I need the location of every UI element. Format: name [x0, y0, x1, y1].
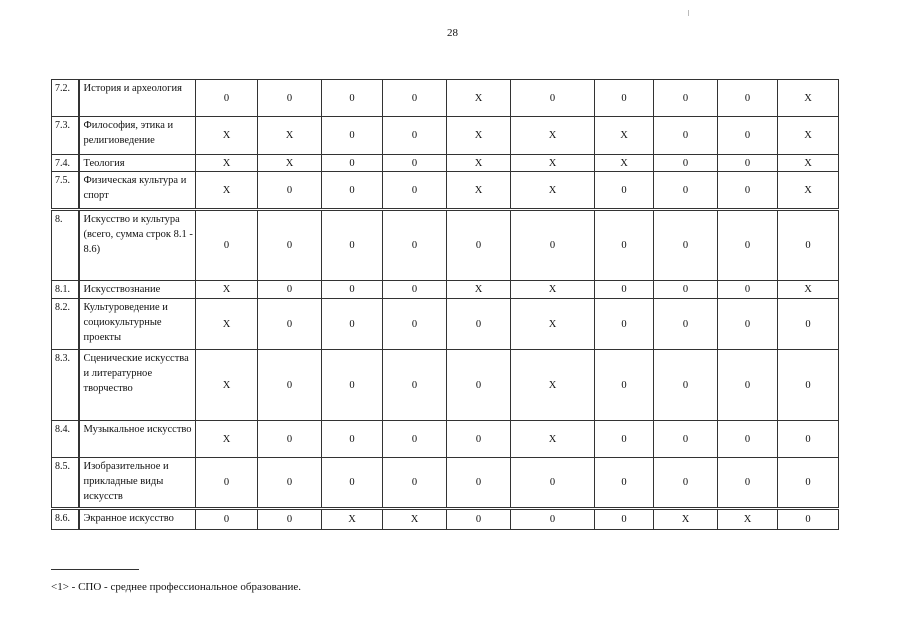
table-cell: X [258, 155, 322, 172]
table-cell: 0 [718, 80, 778, 117]
footnote: <1> - СПО - среднее профессиональное образование. [51, 581, 302, 593]
table-cell: 0 [383, 350, 447, 421]
table-cell: X [511, 172, 595, 210]
table-cell: 0 [322, 80, 383, 117]
row-name: Физическая культура и спорт [79, 172, 196, 210]
row-number: 7.5. [52, 172, 79, 210]
table-cell: X [718, 509, 778, 530]
table-cell: 0 [447, 421, 511, 458]
table-cell: 0 [196, 458, 258, 509]
table-cell: X [196, 421, 258, 458]
table-cell: 0 [778, 421, 839, 458]
table-cell: 0 [322, 210, 383, 281]
table-cell: 0 [778, 350, 839, 421]
row-number: 7.3. [52, 117, 79, 155]
table-cell: X [196, 172, 258, 210]
table-row [52, 117, 839, 155]
table-cell: 0 [383, 117, 447, 155]
footnote-rule [51, 569, 139, 570]
table-cell: X [778, 117, 839, 155]
table-cell: 0 [718, 421, 778, 458]
table-body [52, 80, 839, 530]
table-cell: 0 [718, 155, 778, 172]
table-cell: 0 [778, 210, 839, 281]
table-cell: 0 [383, 210, 447, 281]
table-row [52, 350, 839, 421]
table-cell: 0 [511, 509, 595, 530]
row-name: Экранное искусство [79, 509, 196, 530]
table-cell: 0 [258, 210, 322, 281]
table-cell: 0 [447, 350, 511, 421]
table-cell: 0 [383, 421, 447, 458]
table-cell: 0 [383, 80, 447, 117]
table-cell: X [447, 281, 511, 299]
table-cell: 0 [778, 458, 839, 509]
table-row [52, 421, 839, 458]
table-cell: X [654, 509, 718, 530]
row-name: Теология [79, 155, 196, 172]
table-cell: 0 [258, 458, 322, 509]
table-cell: 0 [595, 509, 654, 530]
table-cell: 0 [383, 155, 447, 172]
table-row [52, 281, 839, 299]
table-cell: 0 [595, 458, 654, 509]
table-cell: 0 [196, 80, 258, 117]
page-number: 28 [447, 27, 458, 39]
table-cell: X [595, 155, 654, 172]
table-cell: 0 [322, 299, 383, 350]
table-cell: X [778, 80, 839, 117]
table-cell: 0 [258, 509, 322, 530]
table-row [52, 299, 839, 350]
table-cell: X [196, 117, 258, 155]
table-cell: 0 [654, 155, 718, 172]
row-name: Искусствознание [79, 281, 196, 299]
table-cell: 0 [447, 299, 511, 350]
table-cell: X [511, 350, 595, 421]
table-cell: 0 [322, 281, 383, 299]
table-cell: X [511, 155, 595, 172]
table-cell: X [595, 117, 654, 155]
table-cell: 0 [322, 155, 383, 172]
table-cell: 0 [196, 509, 258, 530]
table-cell: 0 [778, 299, 839, 350]
table-cell: X [447, 172, 511, 210]
table-cell: 0 [718, 210, 778, 281]
table-row [52, 210, 839, 281]
row-name: Культуроведение и социокультурные проекты [79, 299, 196, 350]
table-cell: 0 [258, 421, 322, 458]
table-cell: X [322, 509, 383, 530]
row-number: 8.6. [52, 509, 79, 530]
row-name: История и археология [79, 80, 196, 117]
table-cell: 0 [654, 421, 718, 458]
row-number: 8.1. [52, 281, 79, 299]
table-cell: 0 [447, 458, 511, 509]
table-cell: 0 [595, 281, 654, 299]
table-cell: 0 [258, 281, 322, 299]
row-name: Изобразительное и прикладные виды искусств [79, 458, 196, 509]
table-cell: 0 [718, 172, 778, 210]
table-cell: X [258, 117, 322, 155]
table-row [52, 155, 839, 172]
table-cell: 0 [322, 172, 383, 210]
table-cell: 0 [595, 210, 654, 281]
table-cell: 0 [654, 172, 718, 210]
table-cell: X [196, 350, 258, 421]
table-cell: 0 [778, 509, 839, 530]
table-row [52, 172, 839, 210]
table-row [52, 80, 839, 117]
table-cell: 0 [258, 299, 322, 350]
row-number: 7.4. [52, 155, 79, 172]
row-number: 7.2. [52, 80, 79, 117]
table-cell: X [778, 281, 839, 299]
table-cell: X [511, 281, 595, 299]
row-name: Философия, этика и религиоведение [79, 117, 196, 155]
table-cell: 0 [654, 350, 718, 421]
table-cell: 0 [718, 117, 778, 155]
table-cell: X [778, 172, 839, 210]
table-cell: 0 [322, 421, 383, 458]
table-row [52, 509, 839, 530]
table-cell: 0 [383, 172, 447, 210]
table-cell: 0 [258, 172, 322, 210]
row-name: Сценические искусства и литературное творчество [79, 350, 196, 421]
table-cell: X [511, 299, 595, 350]
table-cell: X [447, 117, 511, 155]
scan-mark [688, 10, 689, 16]
table-cell: 0 [383, 299, 447, 350]
table-cell: 0 [654, 458, 718, 509]
table-cell: 0 [718, 350, 778, 421]
table-cell: 0 [383, 281, 447, 299]
table-cell: 0 [258, 80, 322, 117]
data-table [51, 79, 839, 530]
table-cell: 0 [718, 281, 778, 299]
row-number: 8.5. [52, 458, 79, 509]
table-cell: X [196, 281, 258, 299]
table-cell: 0 [511, 458, 595, 509]
table-cell: X [196, 155, 258, 172]
table-cell: 0 [511, 80, 595, 117]
table-cell: 0 [322, 350, 383, 421]
table-cell: 0 [595, 172, 654, 210]
table-cell: X [447, 80, 511, 117]
table-cell: 0 [654, 80, 718, 117]
table-cell: 0 [654, 281, 718, 299]
row-name: Музыкальное искусство [79, 421, 196, 458]
table-cell: X [511, 421, 595, 458]
row-number: 8.2. [52, 299, 79, 350]
table-cell: X [511, 117, 595, 155]
table-cell: 0 [447, 509, 511, 530]
table-cell: X [447, 155, 511, 172]
table-cell: 0 [511, 210, 595, 281]
table-cell: X [383, 509, 447, 530]
table-cell: 0 [654, 117, 718, 155]
table-cell: 0 [196, 210, 258, 281]
table-cell: 0 [654, 210, 718, 281]
table-cell: 0 [322, 117, 383, 155]
table-cell: X [196, 299, 258, 350]
row-name: Искусство и культура (всего, сумма строк 8.1 - 8.6) [79, 210, 196, 281]
table-cell: X [778, 155, 839, 172]
table-row [52, 458, 839, 509]
table-cell: 0 [322, 458, 383, 509]
table-cell: 0 [383, 458, 447, 509]
table-cell: 0 [595, 80, 654, 117]
table-cell: 0 [595, 421, 654, 458]
row-number: 8.3. [52, 350, 79, 421]
table-cell: 0 [654, 299, 718, 350]
table-cell: 0 [258, 350, 322, 421]
table-cell: 0 [595, 350, 654, 421]
row-number: 8. [52, 210, 79, 281]
table-cell: 0 [595, 299, 654, 350]
table-cell: 0 [718, 458, 778, 509]
row-number: 8.4. [52, 421, 79, 458]
table-cell: 0 [718, 299, 778, 350]
table-cell: 0 [447, 210, 511, 281]
